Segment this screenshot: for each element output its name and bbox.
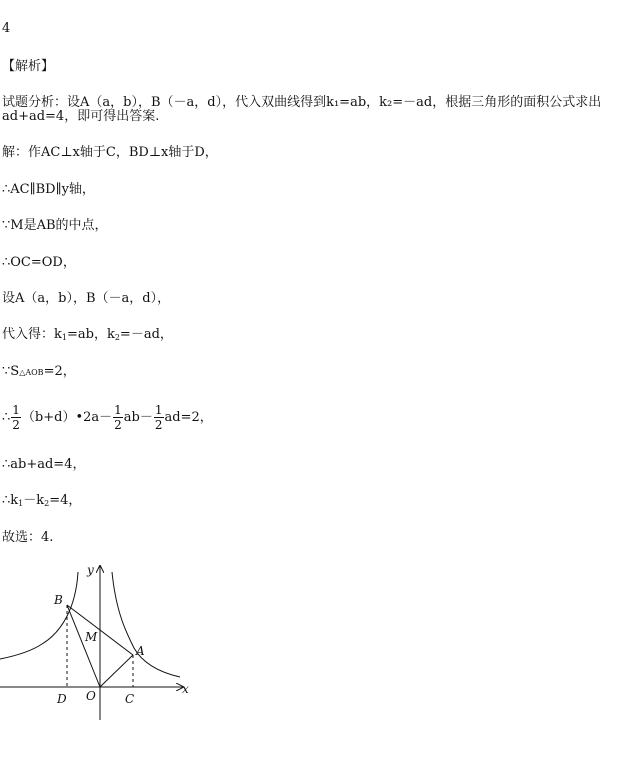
- label-o: O: [86, 689, 96, 703]
- solution-step-10: $\therefore k_1-k_2=4$，: [2, 493, 82, 508]
- segment-oa: [100, 655, 133, 687]
- solution-step-3: ∵M是AB的中点，: [2, 218, 108, 233]
- solution-step-1: 解：作AC⊥x轴于C，BD⊥x轴于D，: [2, 145, 218, 160]
- label-a: A: [136, 644, 145, 658]
- fraction-2: $\frac{1}{2}$: [114, 403, 122, 432]
- label-b: B: [54, 593, 63, 607]
- subscript-1: 1: [61, 333, 67, 342]
- label-y: y: [87, 563, 94, 577]
- solution-step-6: 代入得：$k_1=ab$，$k_2=-ad$，: [2, 327, 173, 342]
- solution-step-11: 故选：4.: [2, 530, 54, 545]
- label-d: D: [57, 692, 67, 706]
- answer: 4: [2, 21, 11, 36]
- label-m: M: [85, 630, 98, 644]
- solution-step-9: ∴ab+ad=4，: [2, 457, 86, 472]
- solution-step-8: ∴ $\frac{1}{2}$ （b+d）•2a－ $\frac{1}{2}$ ab－ $\frac{1}{2}$ ad=2，: [2, 403, 213, 432]
- section-label: 【解析】: [2, 59, 55, 74]
- subscript-2: 2: [114, 333, 120, 342]
- solution-step-7: ∵S△AOB=2，: [2, 364, 76, 379]
- solution-step-4: ∴OC=OD，: [2, 255, 76, 270]
- left-hyperbola-curve: [0, 572, 78, 659]
- analysis-line-1: 试题分析：设A（a，b），B（－a，d），代入双曲线得到k₁=ab，k₂=－ad，根据三角形的面积公式求出: [2, 95, 602, 110]
- geometry-figure: [0, 562, 200, 722]
- label-c: C: [125, 692, 135, 706]
- analysis-line-2: ad+ad=4，即可得出答案.: [2, 109, 160, 124]
- right-hyperbola-curve: [112, 572, 180, 677]
- solution-step-2: ∴AC∥BD∥y轴，: [2, 182, 95, 197]
- triangle-subscript: △AOB: [19, 368, 44, 377]
- label-x: x: [182, 682, 189, 696]
- solution-step-5: 设A（a，b），B（－a，d），: [2, 291, 171, 306]
- fraction-1: $\frac{1}{2}$: [12, 403, 20, 432]
- fraction-3: $\frac{1}{2}$: [154, 403, 163, 432]
